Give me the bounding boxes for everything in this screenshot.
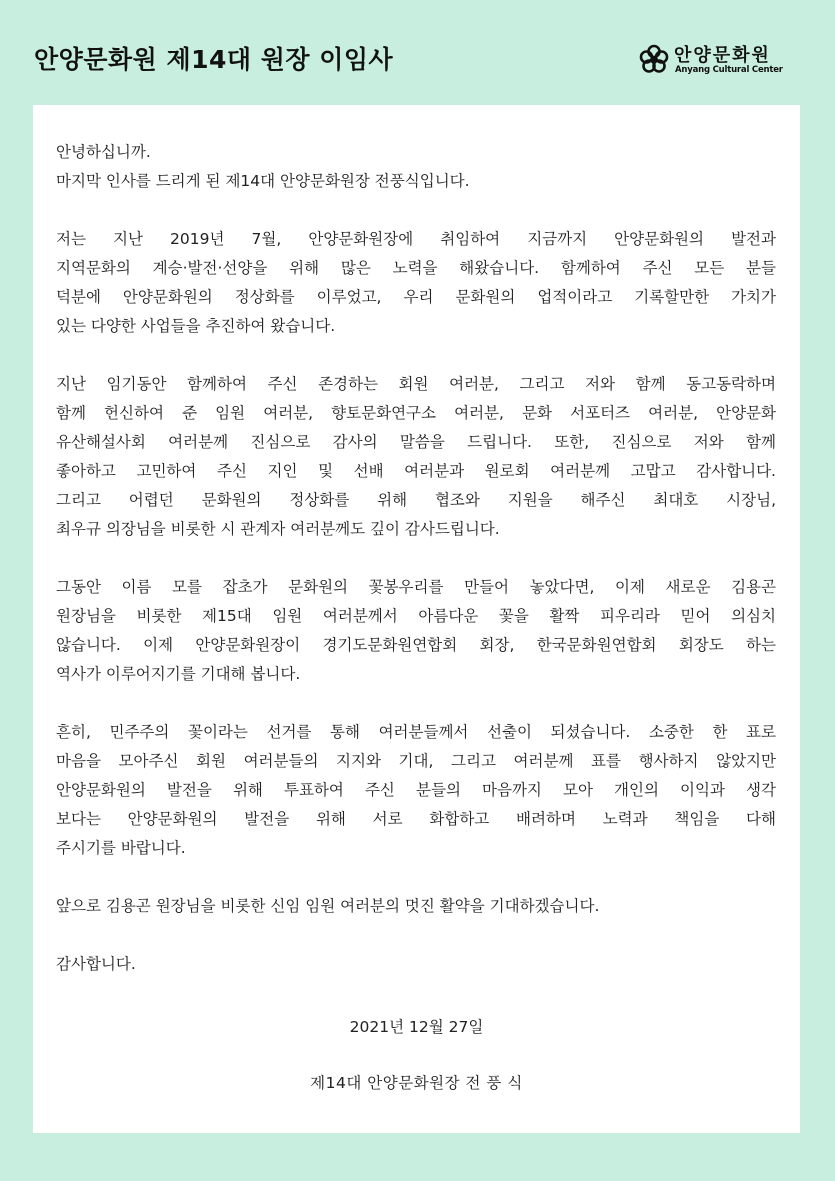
flower-emblem-icon bbox=[638, 43, 670, 75]
letter-date: 2021년 12월 27일 bbox=[349, 1018, 484, 1036]
paragraph-line: 마음을 모아주신 회원 여러분들의 지지와 기대, 그리고 여러분께 표를 행사하지 않았지만 bbox=[56, 752, 776, 770]
anyang-cultural-center-logo bbox=[636, 40, 796, 80]
paragraph-line: 좋아하고 고민하여 주신 지인 및 선배 여러분과 원로회 여러분께 고맙고 감사합니다. bbox=[56, 462, 776, 480]
paragraph-line: 앞으로 김용곤 원장님을 비롯한 신임 임원 여러분의 멋진 활약을 기대하겠습니다. bbox=[56, 897, 600, 915]
paragraph-line: 주시기를 바랍니다. bbox=[56, 839, 186, 857]
closing-line: 감사합니다. bbox=[56, 955, 136, 973]
paragraph-line: 있는 다양한 사업들을 추진하여 왔습니다. bbox=[56, 317, 336, 335]
paragraph-line: 않습니다. 이제 안양문화원장이 경기도문화원연합회 회장, 한국문화원연합회 회장도 하는 bbox=[56, 636, 776, 654]
letter-panel bbox=[33, 105, 800, 1133]
paragraph-line: 흔히, 민주주의 꽃이라는 선거를 통해 여러분들께서 선출이 되셨습니다. 소중한 한 표로 bbox=[56, 723, 776, 741]
greeting-line: 마지막 인사를 드리게 된 제14대 안양문화원장 전풍식입니다. bbox=[56, 172, 470, 190]
paragraph-line: 저는 지난 2019년 7월, 안양문화원장에 취임하여 지금까지 안양문화원의 발전과 bbox=[56, 230, 776, 248]
letter-signature: 제14대 안양문화원장 전 풍 식 bbox=[310, 1074, 523, 1092]
paragraph-line: 최우규 의장님을 비롯한 시 관계자 여러분께도 깊이 감사드립니다. bbox=[56, 520, 500, 538]
paragraph-line: 원장님을 비롯한 제15대 임원 여러분께서 아름다운 꽃을 활짝 피우리라 믿어 의심치 bbox=[56, 607, 776, 625]
paragraph-line: 지난 임기동안 함께하여 주신 존경하는 회원 여러분, 그리고 저와 함께 동고동락하며 bbox=[56, 375, 776, 393]
page-title: 안양문화원 제14대 원장 이임사 bbox=[34, 45, 394, 74]
paragraph-line: 함께 헌신하여 준 임원 여러분, 향토문화연구소 여러분, 문화 서포터즈 여러분, 안양문화 bbox=[56, 404, 776, 422]
logo-english-name: Anyang Cultural Center bbox=[675, 65, 783, 75]
greeting-line: 안녕하십니까. bbox=[56, 143, 151, 161]
paragraph-line: 그리고 어렵던 문화원의 정상화를 위해 협조와 지원을 해주신 최대호 시장님, bbox=[56, 491, 776, 509]
paragraph-line: 유산해설사회 여러분께 진심으로 감사의 말씀을 드립니다. 또한, 진심으로 저와 함께 bbox=[56, 433, 776, 451]
logo-korean-name: 안양문화원 bbox=[674, 45, 771, 66]
paragraph-line: 그동안 이름 모를 잡초가 문화원의 꽃봉우리를 만들어 놓았다면, 이제 새로운 김용곤 bbox=[56, 578, 776, 596]
paragraph-line: 역사가 이루어지기를 기대해 봅니다. bbox=[56, 665, 301, 683]
paragraph-line: 보다는 안양문화원의 발전을 위해 서로 화합하고 배려하며 노력과 책임을 다해 bbox=[56, 810, 776, 828]
paragraph-line: 안양문화원의 발전을 위해 투표하여 주신 분들의 마음까지 모아 개인의 이익과 생각 bbox=[56, 781, 776, 799]
page-header bbox=[0, 0, 835, 105]
letter-body bbox=[56, 138, 776, 979]
paragraph-line: 덕분에 안양문화원의 정상화를 이루었고, 우리 문화원의 업적이라고 기록할만한 가치가 bbox=[56, 288, 776, 306]
paragraph-line: 지역문화의 계승·발전·선양을 위해 많은 노력을 해왔습니다. 함께하여 주신 모든 분들 bbox=[56, 259, 776, 277]
